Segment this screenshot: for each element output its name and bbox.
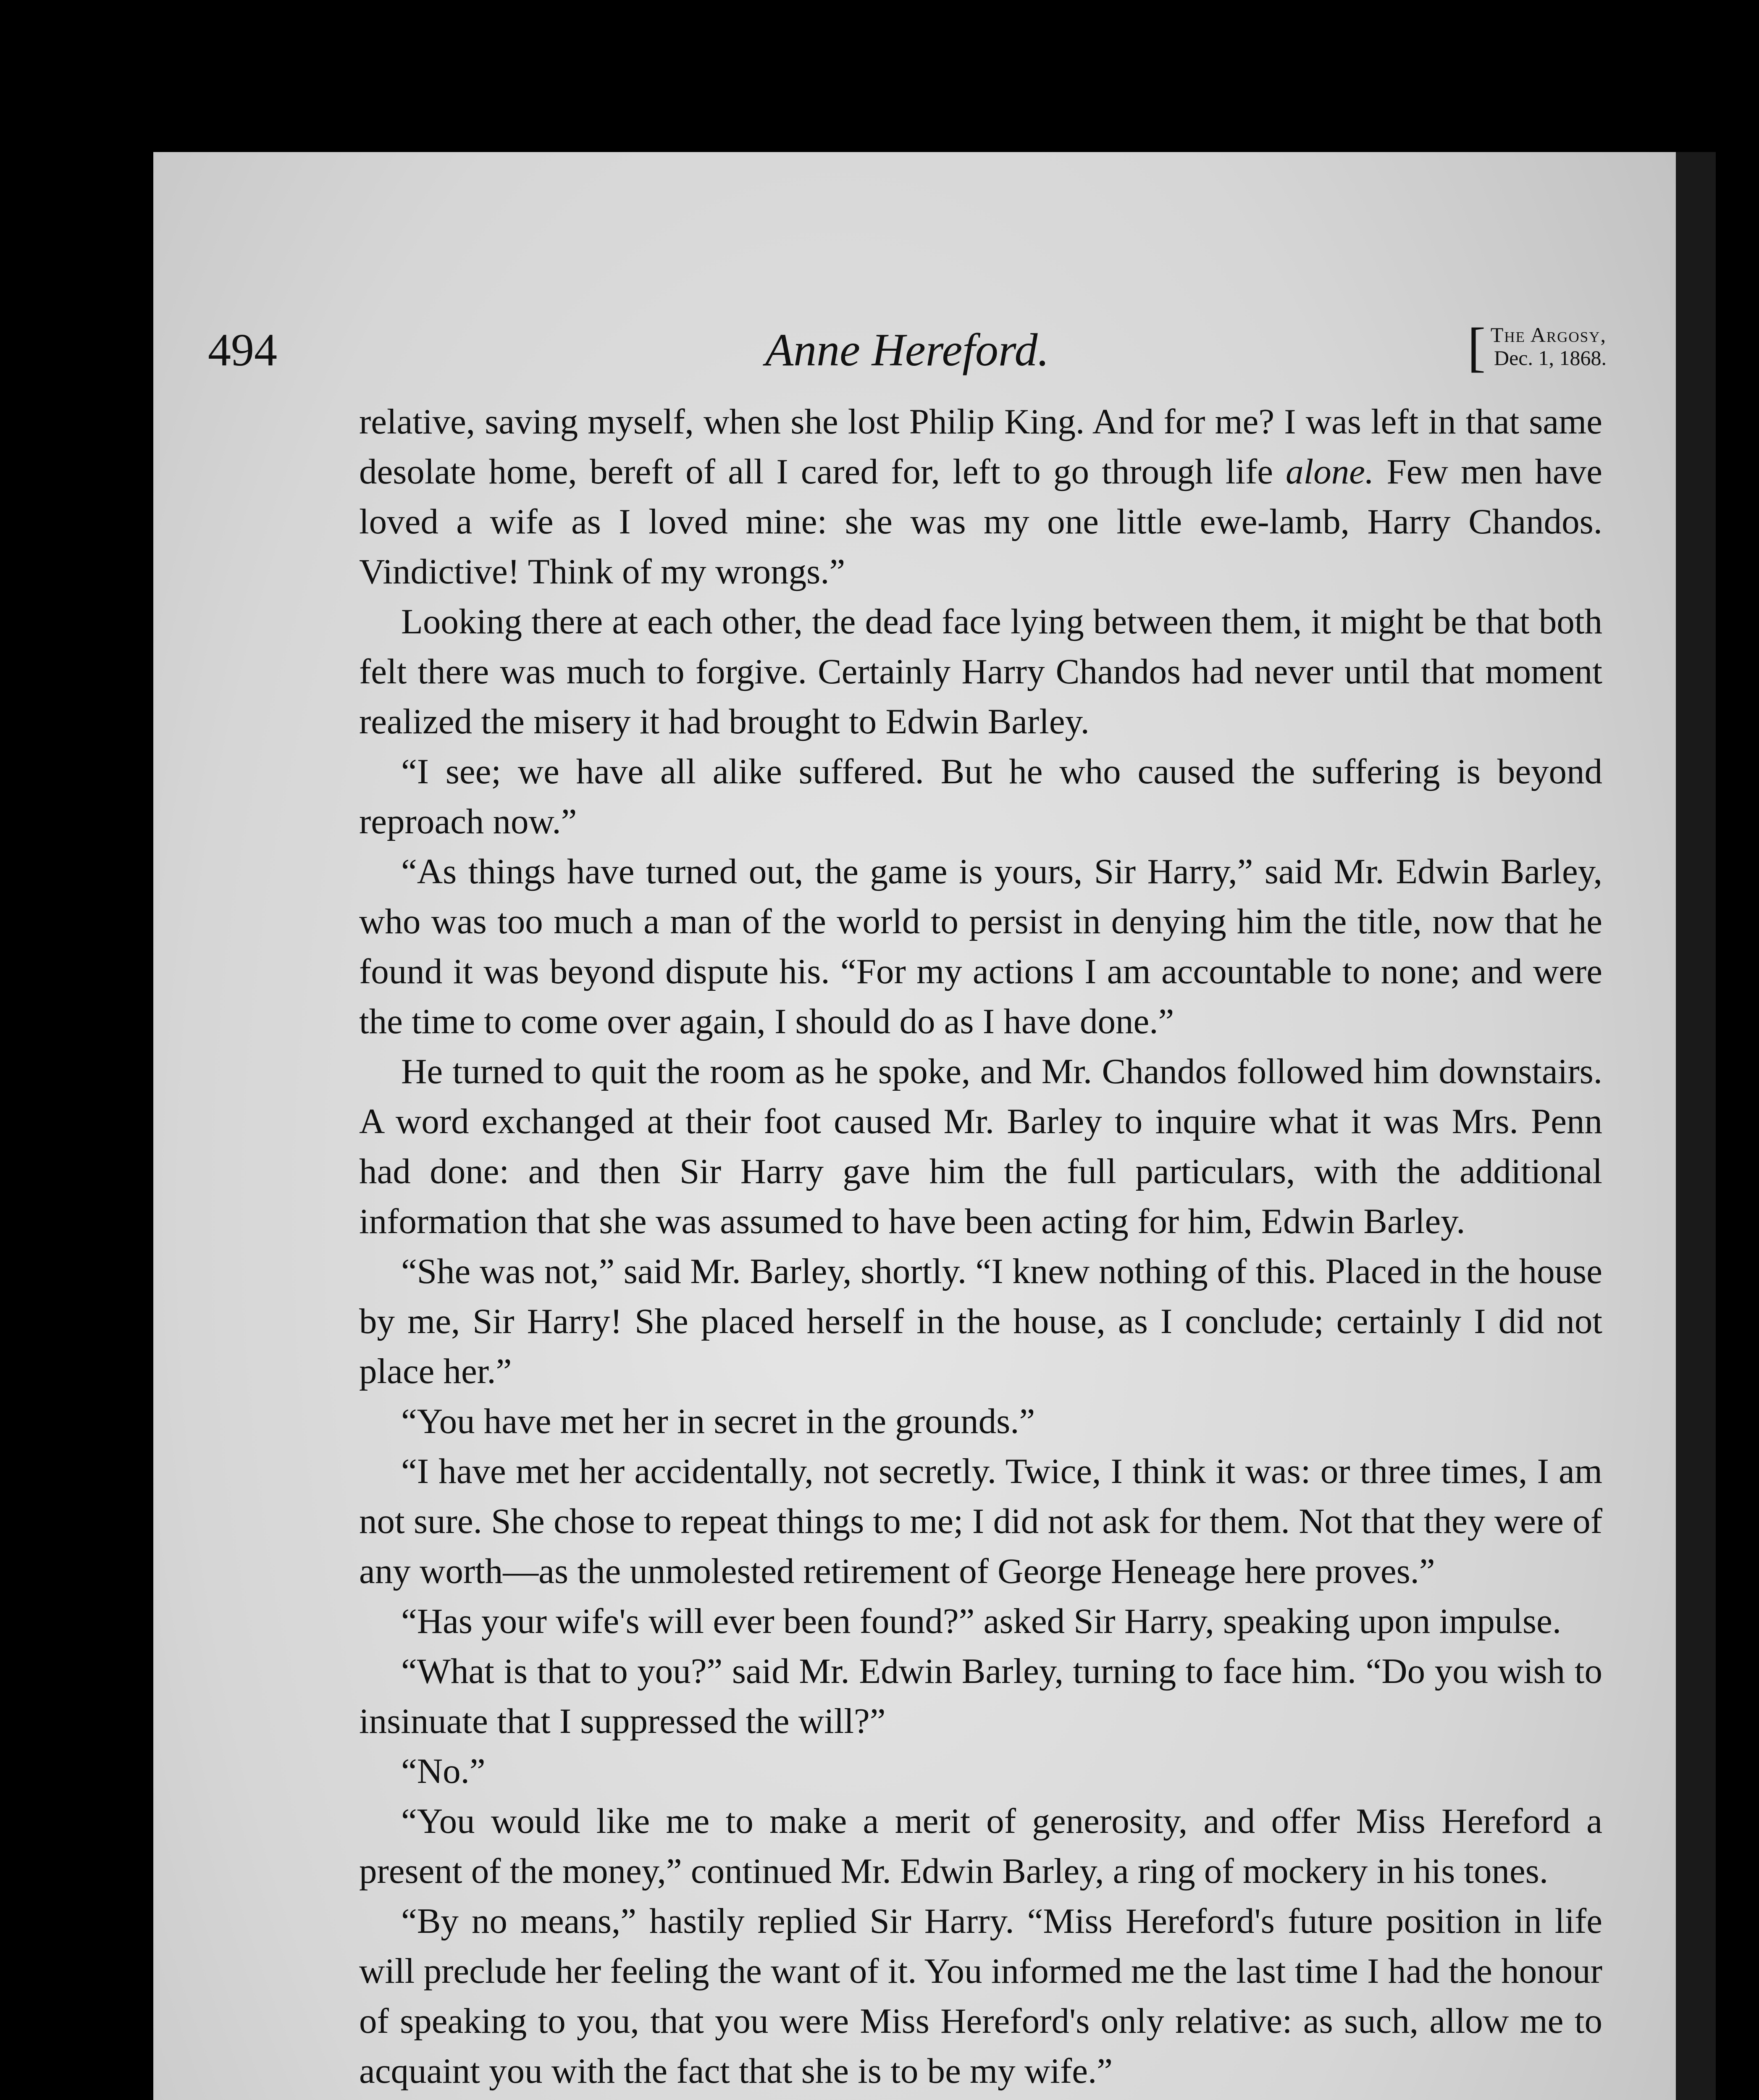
paragraph <box>359 597 1602 747</box>
paragraph <box>359 1596 1602 1646</box>
paragraph-text: “I have met her accidentally, not secretly. Twice, I think it was: or three times, I am not sure. She chose to repeat things to me; I did not ask for them. Not that they were of any worth—as the unmolested retirement of George Heneage here proves.” <box>359 1452 1602 1591</box>
imprint-bracket: [ <box>1467 317 1486 378</box>
paragraph-text: “No.” <box>401 1751 486 1791</box>
paragraph-text: relative, saving myself, when she lost Philip King. And for me? I was left in that same desolate home, bereft of all I cared for, left to go through life <box>359 402 1602 491</box>
paragraph-text: “You would like me to make a merit of generosity, and offer Miss Hereford a present of the money,” continued Mr. Edwin Barley, a ring of mockery in his tones. <box>359 1801 1602 1891</box>
paragraph-text: Few men have loved a wife as I loved mine: she was my one little ewe-lamb, Harry Chandos. Vindictive! Think of my wrongs.” <box>359 452 1602 591</box>
page-header <box>208 317 1607 382</box>
paragraph-text: “By no means,” hastily replied Sir Harry. “Miss Hereford's future position in life will preclude her feeling the want of it. You informed me the last time I had the honour of speaking to you, that you were Miss Hereford's only relative: as such, allow me to acquaint you with the fact that she is to be my wife.” <box>359 1901 1602 2091</box>
paragraph <box>359 847 1602 1047</box>
paragraph-text: “You have met her in secret in the grounds.” <box>401 1402 1035 1441</box>
paragraph <box>359 1047 1602 1247</box>
italic-text: alone. <box>1286 452 1374 491</box>
paragraph-text: “As things have turned out, the game is yours, Sir Harry,” said Mr. Edwin Barley, who was too much a man of the world to persist in denying him the title, now that he found it was beyond dispute his. “For my actions I am accountable to none; and were the time to come over again, I should do as I have done.” <box>359 852 1602 1041</box>
paragraph-text: “She was not,” said Mr. Barley, shortly. “I knew nothing of this. Placed in the house by me, Sir Harry! She placed herself in the house, as I conclude; certainly I did not place her.” <box>359 1252 1602 1391</box>
page-number: 494 <box>208 324 277 375</box>
paragraph <box>359 397 1602 597</box>
body-text <box>359 397 1602 2100</box>
paragraph <box>359 1796 1602 1896</box>
paragraph <box>359 1247 1602 1396</box>
paragraph-text: “I see; we have all alike suffered. But he who caused the suffering is beyond reproach now.” <box>359 752 1602 841</box>
paragraph <box>359 1896 1602 2096</box>
imprint-publication: The Argosy, <box>1490 323 1607 346</box>
paragraph-text: “What is that to you?” said Mr. Edwin Barley, turning to face him. “Do you wish to insinuate that I suppressed the will?” <box>359 1651 1602 1741</box>
running-title: Anne Hereford. <box>765 324 1050 375</box>
paragraph <box>359 1646 1602 1746</box>
paragraph <box>359 1396 1602 1446</box>
paragraph-text: He turned to quit the room as he spoke, and Mr. Chandos followed him downstairs. A word exchanged at their foot caused Mr. Barley to inquire what it was Mrs. Penn had done: and then Sir Harry gave him the full particulars, with the additional information that she was assumed to have been acting for him, Edwin Barley. <box>359 1052 1602 1241</box>
paragraph <box>359 2096 1602 2100</box>
imprint-note <box>1467 317 1607 378</box>
imprint-date: Dec. 1, 1868. <box>1494 346 1607 370</box>
paragraph-text: “Has your wife's will ever been found?” asked Sir Harry, speaking upon impulse. <box>401 1601 1562 1641</box>
book-spine-shadow <box>1676 152 1716 2100</box>
paragraph-text: Looking there at each other, the dead face lying between them, it might be that both felt there was much to forgive. Certainly Harry Chandos had never until that moment realized the misery it had brought to Edwin Barley. <box>359 602 1602 741</box>
paragraph <box>359 1746 1602 1796</box>
paragraph <box>359 747 1602 847</box>
paragraph <box>359 1446 1602 1596</box>
